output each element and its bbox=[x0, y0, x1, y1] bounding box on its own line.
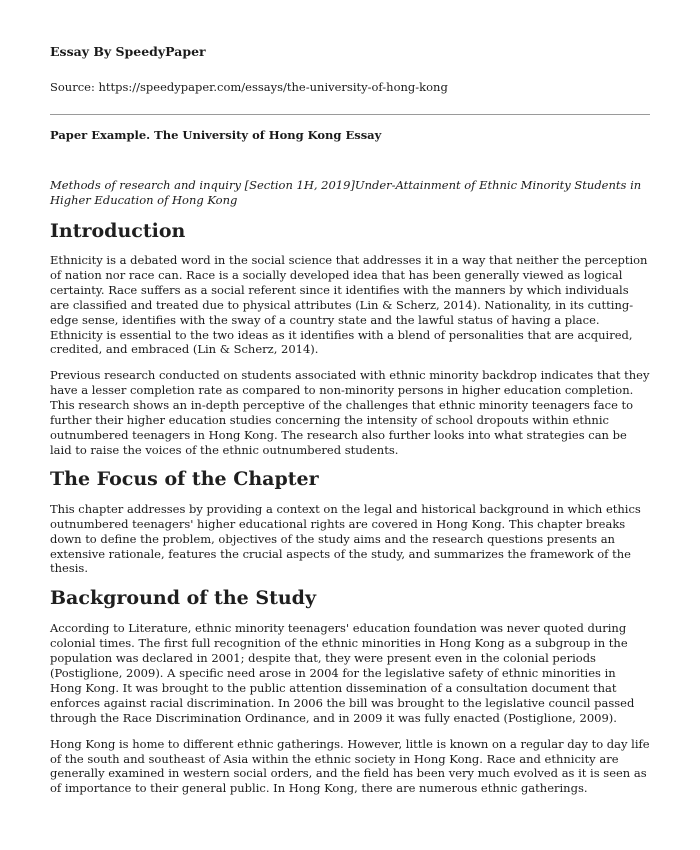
header-divider bbox=[50, 114, 650, 115]
section-heading-introduction: Introduction bbox=[50, 220, 186, 242]
background-paragraph-2: Hong Kong is home to different ethnic gatherings. However, little is known on a regular day to day life of the south and southeast of Asia within the ethnic society in Hong Kong. Race and ethnicity are generally examined in western social orders, and the field has been very much evolved as it is seen as of importance to their general public. In Hong Kong, there are numerous ethnic gatherings. bbox=[50, 736, 650, 796]
source-line: Source: https://speedypaper.com/essays/the-university-of-hong-kong bbox=[50, 80, 448, 94]
introduction-paragraph-2: Previous research conducted on students associated with ethnic minority backdrop indicates that they have a lesser completion rate as compared to non-minority persons in higher education completion. This research shows an in-depth perceptive of the challenges that ethnic minority teenagers face to further their higher education studies concerning the intensity of school dropouts within ethnic outnumbered teenagers in Hong Kong. The research also further looks into what strategies can be laid to raise the voices of the ethnic outnumbered students. bbox=[50, 368, 650, 457]
paper-subtitle: Methods of research and inquiry [Section 1H, 2019]Under-Attainment of Ethnic Minority Students in Higher Education of Hong Kong bbox=[50, 178, 642, 207]
section-heading-background: Background of the Study bbox=[50, 587, 316, 610]
introduction-paragraph-1: Ethnicity is a debated word in the social science that addresses it in a way that neither the perception of nation nor race can. Race is a socially developed idea that has been generally viewed as logical certainty. Race suffers as a social referent since it identifies with the manners by which individuals are classified and treated due to physical attributes (Lin & Scherz, 2014). Nationality, in its cutting-edge sense, identifies with the sway of a country state and the lawful status of having a place. Ethnicity is essential to the two ideas as it identifies with a blend of personalities that are acquired, credited, and embraced (Lin & Scherz, 2014). bbox=[50, 253, 648, 357]
focus-paragraph-1: This chapter addresses by providing a context on the legal and historical background in which ethics outnumbered teenagers' higher educational rights are covered in Hong Kong. This chapter breaks down to define the problem, objectives of the study aims and the research questions presents an extensive rationale, features the crucial aspects of the study, and summarizes the framework of the thesis. bbox=[50, 501, 641, 576]
brand-header: Essay By SpeedyPaper bbox=[50, 44, 206, 59]
section-heading-focus: The Focus of the Chapter bbox=[50, 467, 319, 490]
paper-title: Paper Example. The University of Hong Kong Essay bbox=[50, 128, 382, 142]
background-paragraph-1: According to Literature, ethnic minority teenagers' education foundation was never quoted during colonial times. The first full recognition of the ethnic minorities in Hong Kong as a subgroup in the population was declared in 2001; despite that, they were present even in the colonial periods (Postiglione, 2009). A specific need arose in 2004 for the legislative safety of ethnic minorities in Hong Kong. It was brought to the public attention dissemination of a consultation document that enforces against racial discrimination. In 2006 the bill was brought to the legislative council passed through the Race Discrimination Ordinance, and in 2009 it was fully enacted (Postiglione, 2009). bbox=[50, 621, 635, 725]
